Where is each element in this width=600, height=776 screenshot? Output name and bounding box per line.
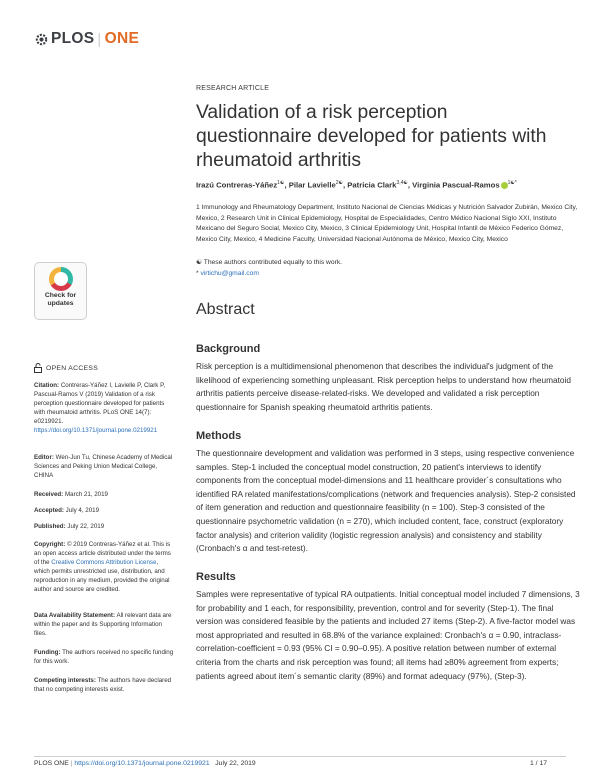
article-type-label: RESEARCH ARTICLE: [196, 85, 270, 92]
editor-block: [34, 453, 174, 480]
methods-paragraph: The questionnaire development and validation was performed in 3 steps, using respective convenience samples. Step-1 included the conceptual model construction, 20 patient's interviews to identify components from the conceptual model-dimensions and 11 healthcare provider´s consultations who identified RA related manifestations/complications (network and frequencies analysis). Step-2 consisted of item generation and reduction and questionnaire feasibility (n = 100). Step-3 consisted of the questionnaire psychometric validation (n = 270), which included content, face, construct (exploratory factor analysis) and criterion validity (logistic regression analysis) and consistency and stability (Cronbach's α and test-retest).: [196, 448, 576, 554]
data-availability-block: [34, 611, 174, 638]
author-name[interactable]: Patricia Clark: [347, 180, 397, 190]
citation-block: [34, 381, 174, 436]
footer-divider: [34, 756, 566, 757]
author-affiliation-marker: 3,4☯: [396, 180, 408, 186]
footer-doi-link[interactable]: https://doi.org/10.1371/journal.pone.0219921: [74, 760, 210, 767]
editor-text: Wen-Jun Tu, Chinese Academy of Medical Sciences and Peking Union Medical College, CHINA: [34, 454, 173, 480]
corresponding-email-line: [196, 269, 581, 280]
received-block: [34, 490, 174, 499]
orcid-icon[interactable]: [501, 182, 508, 189]
background-heading: Background: [196, 343, 261, 355]
crossmark-icon: [49, 267, 73, 291]
page-footer: [34, 760, 256, 767]
equal-contribution-note: ☯ These authors contributed equally to this work.: [196, 259, 343, 266]
author-affiliation-marker: 2☯: [335, 180, 343, 186]
author-affiliation-marker: 1☯: [277, 180, 285, 186]
author-affiliation-marker: 1☯*: [507, 180, 517, 186]
open-access-text: OPEN ACCESS: [46, 364, 99, 372]
data-availability-label: Data Availability Statement:: [34, 612, 116, 619]
published-date: July 22, 2019: [67, 523, 105, 530]
results-heading: Results: [196, 571, 236, 583]
cc-license-link[interactable]: Creative Commons Attribution License: [51, 559, 157, 567]
copyright-text: © 2019 Contreras-Yáñez et al. This is an open access article distributed under the terms of the: [34, 541, 171, 567]
footer-journal: PLOS ONE: [34, 760, 69, 767]
email-marker: *: [196, 269, 199, 277]
published-label: Published:: [34, 523, 66, 530]
editor-label: Editor:: [34, 454, 54, 461]
author-name[interactable]: Pilar Lavielle: [288, 180, 336, 190]
competing-interests-block: [34, 676, 174, 694]
badge-line-1: Check for: [44, 292, 77, 299]
footer-sep: |: [70, 760, 73, 767]
author-notes: [196, 258, 581, 279]
corresponding-email-link[interactable]: virtichu@gmail.com: [200, 269, 259, 277]
funding-text: The authors received no specific funding for this work.: [34, 649, 174, 666]
published-block: [34, 522, 174, 531]
citation-label: Citation:: [34, 382, 60, 389]
author-list: Irazú Contreras-Yáñez$^{1☯}$, Pilar Lavielle$^{2☯}$, Patricia Clark$^{3,4☯}$, Virginia Pascual-Ramos $^{1☯*}$: [196, 180, 517, 190]
abstract-heading: Abstract: [196, 301, 255, 318]
open-access-label: [34, 363, 98, 373]
funding-label: Funding:: [34, 649, 61, 656]
results-paragraph: Samples were representative of typical RA outpatients. Initial conceptual model included 7 dimensions, 3 for probability and 1 each, for responsibility, prevention, control and for severity (Step-1). The final version was considered feasible by the patients and included 27 items (Step-2). A five-factor model was most appropriated and resulted in 68.8% of the variance explained: Cronbach's α = 0.90, intraclass-correlation-coefficient = 0.93 (95% CI = 0.90–0.95). A positive relation between number of external criteria from the charts and risk perception was found; all items had ≥80% agreement from experts; patients agreed about item´s semantic clarity (89%) and format adequacy (97%), (Step-3).: [196, 589, 580, 681]
background-paragraph: Risk perception is a multidimensional phenomenon that describes the individual's judgment of the likelihood of experiencing something unpleasant. Risk perception helps to understand how rheumatoid arthritis patients perceive disease-related-risks. We developed and validated a risk perception questionnaire for Spanish speaking rheumatoid arthritis patients.: [196, 361, 571, 412]
received-date: March 21, 2019: [64, 491, 108, 498]
affiliations: 1 Immunology and Rheumatology Department, Instituto Nacional de Ciencias Médicas y Nutrición Salvador Zubirán, Mexico City, Mexico, 2 Research Unit in Clinical Epidemiology, Hospital de Especialidades, Centro Médico Nacional Siglo XXI, Instituto Mexicano del Seguro Social, Mexico City, Mexico, 3 Clinical Epidemiology Unit, Hospital Infantil de México Federico Gómez, Mexico City, Mexico, 4 Medicine Faculty, Universidad Nacional Autónoma de México, Mexico City, Mexico: [196, 204, 578, 243]
methods-heading: Methods: [196, 430, 242, 442]
author-name[interactable]: Irazú Contreras-Yáñez: [196, 180, 278, 190]
badge-line-2: updates: [47, 299, 74, 307]
accepted-block: [34, 506, 174, 515]
received-label: Received:: [34, 491, 64, 498]
funding-block: [34, 648, 174, 666]
copyright-text-cont: , which permits unrestricted use, distribution, and reproduction in any medium, provided the original author and source are credited.: [34, 559, 170, 594]
citation-doi-link[interactable]: https://doi.org/10.1371/journal.pone.0219921: [34, 427, 158, 435]
logo-plos-text: PLOS: [51, 30, 95, 47]
page-number: 1 / 17: [530, 760, 548, 767]
copyright-label: Copyright:: [34, 541, 66, 548]
citation-text: Contreras-Yáñez I, Lavielle P, Clark P, Pascual-Ramos V (2019) Validation of a risk perception questionnaire developed for patients with rheumatoid arthritis. PLoS ONE 14(7): e0219921.: [34, 382, 166, 426]
author-name[interactable]: Virginia Pascual-Ramos: [412, 180, 500, 190]
check-for-updates-badge[interactable]: [34, 262, 87, 320]
accepted-date: July 4, 2019: [65, 507, 100, 514]
article-title: Validation of a risk perception questionnaire developed for patients with rheumatoid arthritis: [196, 102, 547, 171]
competing-interests-label: Competing interests:: [34, 677, 96, 684]
footer-date: July 22, 2019: [215, 760, 256, 767]
accepted-label: Accepted:: [34, 507, 64, 514]
open-lock-icon: [34, 363, 42, 373]
competing-interests-text: The authors have declared that no competing interests exist.: [34, 677, 172, 694]
plos-one-logo: [34, 30, 139, 48]
logo-separator: |: [97, 30, 102, 48]
copyright-block: [34, 540, 174, 595]
plos-gear-icon: [34, 32, 49, 47]
data-availability-text: All relevant data are within the paper and its Supporting Information files.: [34, 612, 172, 638]
logo-one-text: ONE: [104, 30, 140, 47]
